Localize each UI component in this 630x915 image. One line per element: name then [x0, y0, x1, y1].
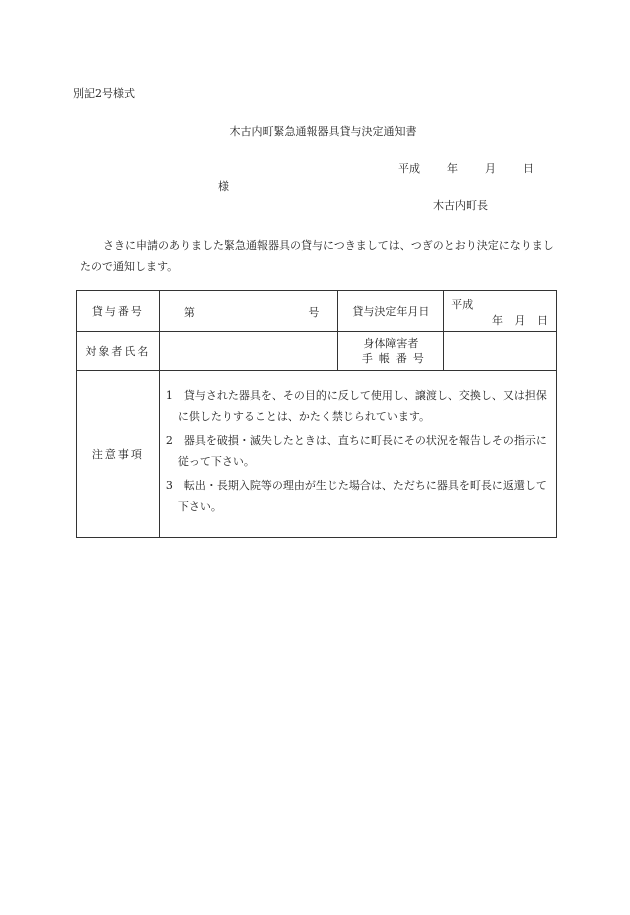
loan-number-cell [159, 291, 338, 332]
note-item [166, 475, 550, 517]
table-row [77, 291, 557, 332]
note-number: 1 [165, 389, 173, 402]
note-item [166, 385, 550, 427]
document-title: 木古内町緊急通報器具貸与決定通知書 [229, 125, 417, 138]
date-day: 日 [523, 162, 534, 175]
note-number: 3 [165, 479, 173, 492]
disability-book-label-line1: 身体障害者 [363, 337, 419, 350]
decision-date-ymd: 年 月 日 [492, 314, 548, 327]
notes-list [166, 385, 550, 517]
note-text: 貸与された器具を、その目的に反して使用し、譲渡し、交換し、又は担保に供したりすることは、かたく禁じられています。 [177, 389, 547, 423]
date-year: 年 [447, 162, 458, 175]
note-item [166, 430, 550, 472]
decision-date-era: 平成 [451, 298, 474, 311]
date-line [398, 162, 534, 175]
loan-number-label: 貸与番号 [77, 291, 160, 332]
loan-number-prefix: 第 [183, 306, 195, 319]
loan-details-table [76, 290, 557, 538]
notes-label: 注意事項 [77, 371, 160, 538]
date-month: 月 [485, 162, 496, 175]
addressee-suffix: 様 [218, 180, 229, 193]
table-row [77, 371, 557, 538]
form-number-label: 別記2号様式 [73, 87, 135, 100]
subject-name-value [159, 332, 338, 371]
notes-cell [159, 371, 556, 538]
subject-name-label: 対象者氏名 [77, 332, 160, 371]
note-text: 器具を破損・滅失したときは、直ちに町長にその状況を報告しその指示に従って下さい。 [177, 434, 547, 468]
body-text: さきに申請のありました緊急通報器具の貸与につきましては、つぎのとおり決定になりましたので通知します。 [80, 239, 554, 273]
decision-date-label: 貸与決定年月日 [338, 291, 444, 332]
loan-number-suffix: 号 [308, 306, 320, 319]
date-era: 平成 [398, 162, 420, 175]
table-row [77, 332, 557, 371]
disability-book-value [444, 332, 557, 371]
disability-book-label [338, 332, 444, 371]
note-number: 2 [165, 434, 173, 447]
issuer-name: 木古内町長 [433, 199, 488, 212]
disability-book-label-line2: 手帳番号 [361, 352, 430, 365]
decision-date-cell [444, 291, 557, 332]
note-text: 転出・長期入院等の理由が生じた場合は、ただちに器具を町長に返還して下さい。 [177, 479, 547, 513]
